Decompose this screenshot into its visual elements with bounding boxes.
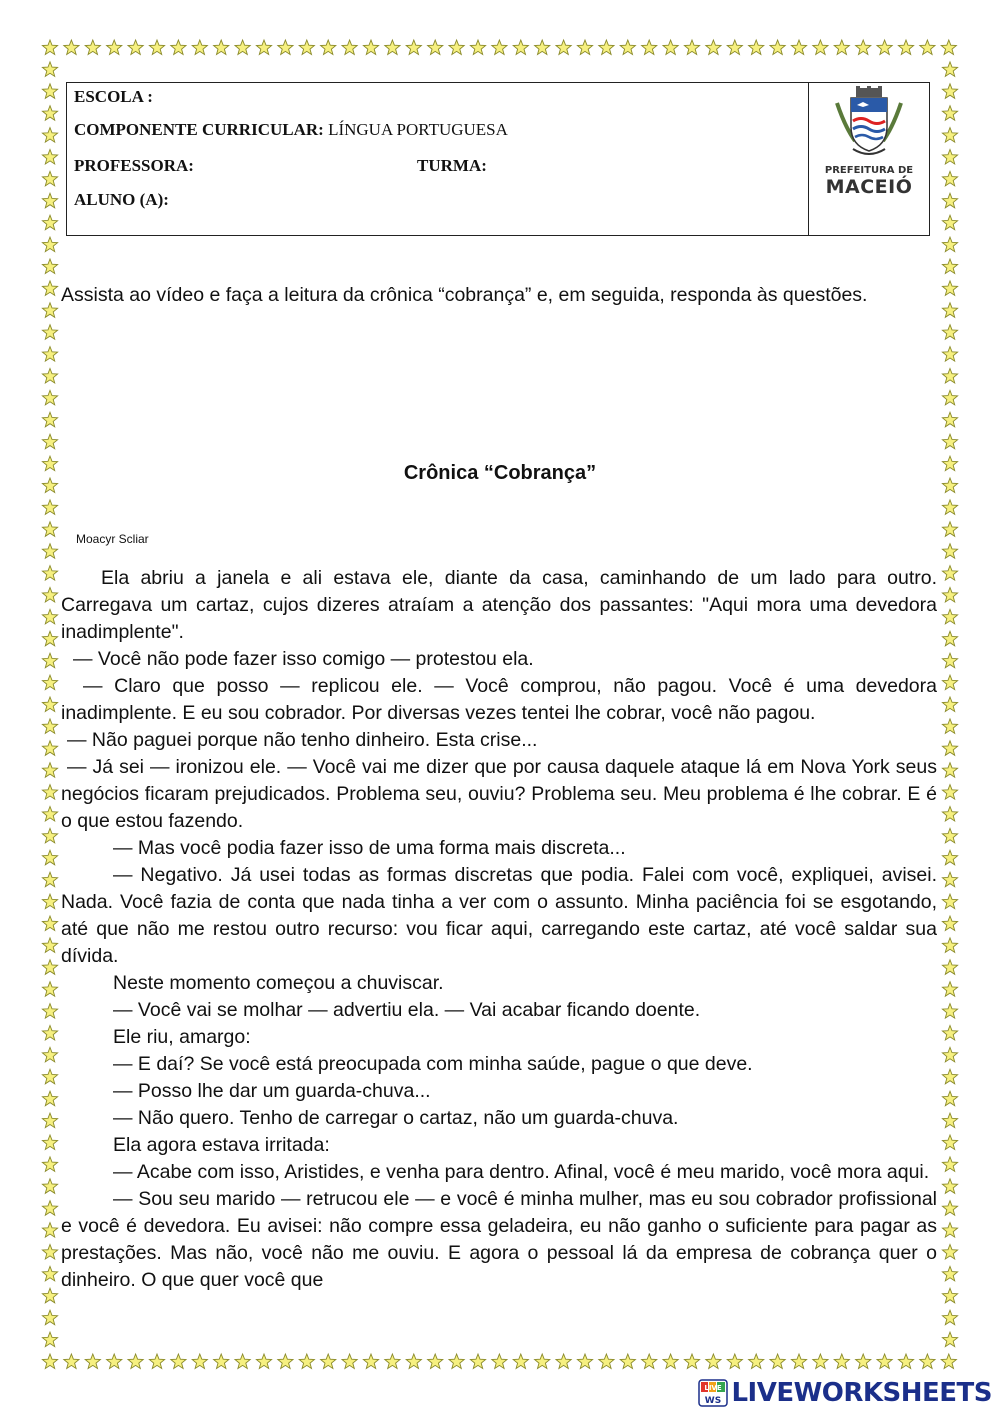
coat-of-arms-icon xyxy=(809,83,929,163)
star-icon xyxy=(42,369,57,384)
star-icon xyxy=(64,1354,79,1369)
star-icon xyxy=(942,1004,957,1019)
star-icon xyxy=(321,1354,336,1369)
star-icon xyxy=(942,522,957,537)
star-icon xyxy=(42,106,57,121)
star-icon xyxy=(942,828,957,843)
star-icon xyxy=(942,763,957,778)
star-icon xyxy=(684,1354,699,1369)
star-icon xyxy=(942,1135,957,1150)
liveworksheets-wordmark: LIVEWORKSHEETS xyxy=(731,1378,992,1408)
star-icon xyxy=(942,1332,957,1347)
paragraph: Ela abriu a janela e ali estava ele, diante da casa, caminhando de um lado para outro. Carregava um cartaz, cujos dizeres atraíam a atenção dos passantes: "Aqui mora uma devedora inadimplente". xyxy=(61,567,937,643)
header-fields xyxy=(67,83,809,235)
star-icon xyxy=(942,872,957,887)
star-icon xyxy=(942,1245,957,1260)
star-icon xyxy=(192,1354,207,1369)
star-icon xyxy=(942,193,957,208)
star-icon xyxy=(278,1354,293,1369)
paragraph: — Claro que posso — replicou ele. — Você comprou, não pagou. Você é uma devedora inadimplente. E eu sou cobrador. Por diversas vezes tentei lhe cobrar, você não pagou. xyxy=(61,675,937,724)
star-icon xyxy=(42,1201,57,1216)
star-icon xyxy=(834,40,849,55)
star-icon xyxy=(42,1223,57,1238)
star-icon xyxy=(942,128,957,143)
star-icon xyxy=(406,40,421,55)
star-icon xyxy=(941,1354,956,1369)
star-icon xyxy=(556,1354,571,1369)
turma-field: TURMA: xyxy=(417,156,487,175)
star-icon xyxy=(942,1288,957,1303)
star-icon xyxy=(128,1354,143,1369)
star-icon xyxy=(942,1310,957,1325)
star-icon xyxy=(942,1157,957,1172)
star-icon xyxy=(342,40,357,55)
star-icon xyxy=(214,40,229,55)
star-icon xyxy=(42,588,57,603)
star-icon xyxy=(85,1354,100,1369)
star-icon xyxy=(42,719,57,734)
star-icon xyxy=(128,40,143,55)
star-icon xyxy=(42,675,57,690)
star-icon xyxy=(706,40,721,55)
header-box xyxy=(66,82,930,236)
star-icon xyxy=(942,1091,957,1106)
star-icon xyxy=(898,40,913,55)
star-icon xyxy=(599,1354,614,1369)
star-icon xyxy=(470,1354,485,1369)
liveworksheets-badge-icon xyxy=(698,1379,728,1407)
star-icon xyxy=(942,412,957,427)
star-icon xyxy=(770,40,785,55)
logo-line2: MACEIÓ xyxy=(825,176,913,198)
star-icon xyxy=(727,1354,742,1369)
star-icon xyxy=(492,1354,507,1369)
star-icon xyxy=(428,1354,443,1369)
star-icon xyxy=(813,40,828,55)
star-icon xyxy=(42,412,57,427)
star-icon xyxy=(663,1354,678,1369)
star-icon xyxy=(406,1354,421,1369)
paragraph: — Não quero. Tenho de carregar o cartaz, não um guarda-chuva. xyxy=(113,1107,679,1129)
star-icon xyxy=(42,281,57,296)
star-icon xyxy=(942,850,957,865)
star-icon xyxy=(363,40,378,55)
star-icon xyxy=(942,916,957,931)
star-icon xyxy=(942,588,957,603)
star-icon xyxy=(42,325,57,340)
star-icon xyxy=(42,566,57,581)
star-icon xyxy=(749,1354,764,1369)
star-icon xyxy=(42,1310,57,1325)
star-icon xyxy=(942,785,957,800)
star-icon xyxy=(834,1354,849,1369)
star-icon xyxy=(856,1354,871,1369)
star-icon xyxy=(42,1047,57,1062)
author-name: Moacyr Scliar xyxy=(76,532,149,546)
star-icon xyxy=(42,237,57,252)
star-icon xyxy=(877,1354,892,1369)
star-icon xyxy=(42,303,57,318)
star-icon xyxy=(727,40,742,55)
star-icon xyxy=(942,325,957,340)
star-icon xyxy=(299,1354,314,1369)
star-icon xyxy=(42,1069,57,1084)
star-icon xyxy=(620,1354,635,1369)
star-icon xyxy=(42,872,57,887)
badge-bottom-text: WS xyxy=(705,1396,722,1406)
liveworksheets-brand xyxy=(698,1378,992,1408)
chronicle-title: Crônica “Cobrança” xyxy=(403,462,597,484)
star-icon xyxy=(42,128,57,143)
star-icon xyxy=(42,828,57,843)
star-icon xyxy=(42,84,57,99)
star-icon xyxy=(149,40,164,55)
paragraph: Ela agora estava irritada: xyxy=(113,1134,330,1156)
star-icon xyxy=(942,1026,957,1041)
star-icon xyxy=(856,40,871,55)
star-icon xyxy=(791,40,806,55)
star-icon xyxy=(942,106,957,121)
prefeitura-logo xyxy=(809,83,929,235)
star-icon xyxy=(42,960,57,975)
star-icon xyxy=(42,390,57,405)
star-icon xyxy=(42,1091,57,1106)
star-icon xyxy=(470,40,485,55)
star-icon xyxy=(42,215,57,230)
star-icon xyxy=(942,215,957,230)
star-icon xyxy=(770,1354,785,1369)
star-icon xyxy=(535,1354,550,1369)
star-icon xyxy=(684,40,699,55)
star-icon xyxy=(321,40,336,55)
paragraph: — Negativo. Já usei todas as formas discretas que podia. Falei com você, expliquei, avisei. Nada. Você fazia de conta que nada tinha a ver com o assunto. Minha paciência foi se esgotando, até que não me restou outro recurso: vou ficar aqui, carregando este cartaz, até você saldar sua dívida. xyxy=(61,864,937,967)
star-icon xyxy=(42,544,57,559)
star-icon xyxy=(214,1354,229,1369)
star-icon xyxy=(449,40,464,55)
star-icon xyxy=(42,62,57,77)
componente-value: LÍNGUA PORTUGUESA xyxy=(328,120,508,139)
star-icon xyxy=(942,150,957,165)
paragraph: — Já sei — ironizou ele. — Você vai me dizer que por causa daquele ataque lá em Nova York seus negócios ficaram prejudicados. Problema seu, ouviu? Problema seu. Meu problema é lhe cobrar. E é o que estou fazendo. xyxy=(61,756,937,832)
paragraph: — Você vai se molhar — advertiu ela. — Vai acabar ficando doente. xyxy=(113,999,701,1021)
star-icon xyxy=(663,40,678,55)
star-icon xyxy=(942,1266,957,1281)
star-icon xyxy=(278,40,293,55)
star-icon xyxy=(942,566,957,581)
paragraph: — Você não pode fazer isso comigo — protestou ela. xyxy=(73,648,534,670)
star-icon xyxy=(42,193,57,208)
star-icon xyxy=(42,1288,57,1303)
star-icon xyxy=(42,259,57,274)
star-icon xyxy=(813,1354,828,1369)
star-icon xyxy=(942,697,957,712)
escola-field: ESCOLA : xyxy=(74,87,153,106)
star-icon xyxy=(942,1201,957,1216)
star-icon xyxy=(942,675,957,690)
star-icon xyxy=(791,1354,806,1369)
star-icon xyxy=(42,763,57,778)
star-icon xyxy=(256,40,271,55)
star-icon xyxy=(642,40,657,55)
star-icon xyxy=(535,40,550,55)
star-icon xyxy=(42,522,57,537)
star-icon xyxy=(942,390,957,405)
paragraph: Neste momento começou a chuviscar. xyxy=(113,972,444,994)
paragraph: — Sou seu marido — retrucou ele — e você é minha mulher, mas eu sou cobrador profissional e você é devedora. Eu avisei: não compre essa geladeira, eu não ganho o suficiente para pagar as prestações. Mas não, você não me ouviu. E agora o pessoal lá da empresa de cobrança quer o dinheiro. O que quer você que xyxy=(61,1188,937,1291)
star-icon xyxy=(42,1179,57,1194)
star-icon xyxy=(577,40,592,55)
paragraph: — Acabe com isso, Aristides, e venha para dentro. Afinal, você é meu marido, você mora aqui. xyxy=(113,1161,930,1183)
star-icon xyxy=(85,40,100,55)
star-icon xyxy=(449,1354,464,1369)
paragraph: — Não paguei porque não tenho dinheiro. Esta crise... xyxy=(67,729,538,751)
star-icon xyxy=(942,894,957,909)
star-icon xyxy=(942,259,957,274)
star-icon xyxy=(492,40,507,55)
star-icon xyxy=(42,1113,57,1128)
star-icon xyxy=(363,1354,378,1369)
star-icon xyxy=(577,1354,592,1369)
star-icon xyxy=(42,171,57,186)
star-icon xyxy=(942,62,957,77)
star-icon xyxy=(42,807,57,822)
componente-field: COMPONENTE CURRICULAR: LÍNGUA PORTUGUESA xyxy=(74,120,508,139)
star-icon xyxy=(942,938,957,953)
star-icon xyxy=(171,40,186,55)
star-icon xyxy=(235,40,250,55)
star-icon xyxy=(385,1354,400,1369)
star-icon xyxy=(42,653,57,668)
star-icon xyxy=(920,1354,935,1369)
star-icon xyxy=(107,40,122,55)
star-icon xyxy=(42,938,57,953)
star-icon xyxy=(942,84,957,99)
star-icon xyxy=(42,1004,57,1019)
star-icon xyxy=(42,982,57,997)
star-icon xyxy=(942,171,957,186)
star-icon xyxy=(42,697,57,712)
star-icon xyxy=(877,40,892,55)
star-icon xyxy=(42,850,57,865)
star-icon xyxy=(942,347,957,362)
star-icon xyxy=(42,1332,57,1347)
star-icon xyxy=(942,653,957,668)
star-icon xyxy=(942,500,957,515)
star-icon xyxy=(942,237,957,252)
star-icon xyxy=(898,1354,913,1369)
star-icon xyxy=(941,40,956,55)
star-icon xyxy=(942,982,957,997)
logo-line1: PREFEITURA DE xyxy=(824,165,914,176)
star-icon xyxy=(942,1113,957,1128)
star-icon xyxy=(942,609,957,624)
star-icon xyxy=(42,631,57,646)
star-icon xyxy=(556,40,571,55)
star-icon xyxy=(942,741,957,756)
star-icon xyxy=(942,807,957,822)
star-icon xyxy=(42,500,57,515)
star-icon xyxy=(620,40,635,55)
star-icon xyxy=(342,1354,357,1369)
star-icon xyxy=(942,281,957,296)
star-icon xyxy=(749,40,764,55)
star-icon xyxy=(513,1354,528,1369)
star-icon xyxy=(42,609,57,624)
star-icon xyxy=(942,1069,957,1084)
star-icon xyxy=(42,1135,57,1150)
star-icon xyxy=(513,40,528,55)
star-icon xyxy=(42,1354,57,1369)
star-icon xyxy=(942,303,957,318)
paragraph: Ele riu, amargo: xyxy=(113,1026,251,1048)
star-icon xyxy=(942,434,957,449)
star-icon xyxy=(942,544,957,559)
star-icon xyxy=(428,40,443,55)
star-icon xyxy=(42,1157,57,1172)
star-icon xyxy=(42,741,57,756)
star-icon xyxy=(385,40,400,55)
star-icon xyxy=(64,40,79,55)
badge-top-text: LIVE xyxy=(704,1384,723,1392)
star-icon xyxy=(299,40,314,55)
star-icon xyxy=(942,369,957,384)
star-icon xyxy=(256,1354,271,1369)
star-icon xyxy=(599,40,614,55)
star-icon xyxy=(920,40,935,55)
star-icon xyxy=(42,434,57,449)
star-icon xyxy=(42,1245,57,1260)
instructions-text: Assista ao vídeo e faça a leitura da crônica “cobrança” e, em seguida, responda às questões. xyxy=(61,284,868,306)
star-icon xyxy=(42,785,57,800)
star-icon xyxy=(942,631,957,646)
star-icon xyxy=(42,916,57,931)
star-icon xyxy=(942,719,957,734)
star-icon xyxy=(942,1179,957,1194)
paragraph: — E daí? Se você está preocupada com minha saúde, pague o que deve. xyxy=(113,1053,753,1075)
chronicle-body xyxy=(61,565,937,1294)
star-icon xyxy=(642,1354,657,1369)
star-icon xyxy=(42,150,57,165)
star-icon xyxy=(235,1354,250,1369)
star-icon xyxy=(42,894,57,909)
star-icon xyxy=(942,1047,957,1062)
star-icon xyxy=(942,1223,957,1238)
star-icon xyxy=(192,40,207,55)
star-icon xyxy=(942,960,957,975)
professora-field: PROFESSORA: xyxy=(74,156,194,175)
star-icon xyxy=(171,1354,186,1369)
star-icon xyxy=(706,1354,721,1369)
star-icon xyxy=(42,1266,57,1281)
paragraph: — Mas você podia fazer isso de uma forma mais discreta... xyxy=(113,837,626,859)
paragraph: — Posso lhe dar um guarda-chuva... xyxy=(113,1080,431,1102)
star-icon xyxy=(149,1354,164,1369)
star-icon xyxy=(107,1354,122,1369)
aluno-field: ALUNO (A): xyxy=(74,190,169,209)
star-icon xyxy=(42,40,57,55)
star-icon xyxy=(42,1026,57,1041)
star-icon xyxy=(42,347,57,362)
